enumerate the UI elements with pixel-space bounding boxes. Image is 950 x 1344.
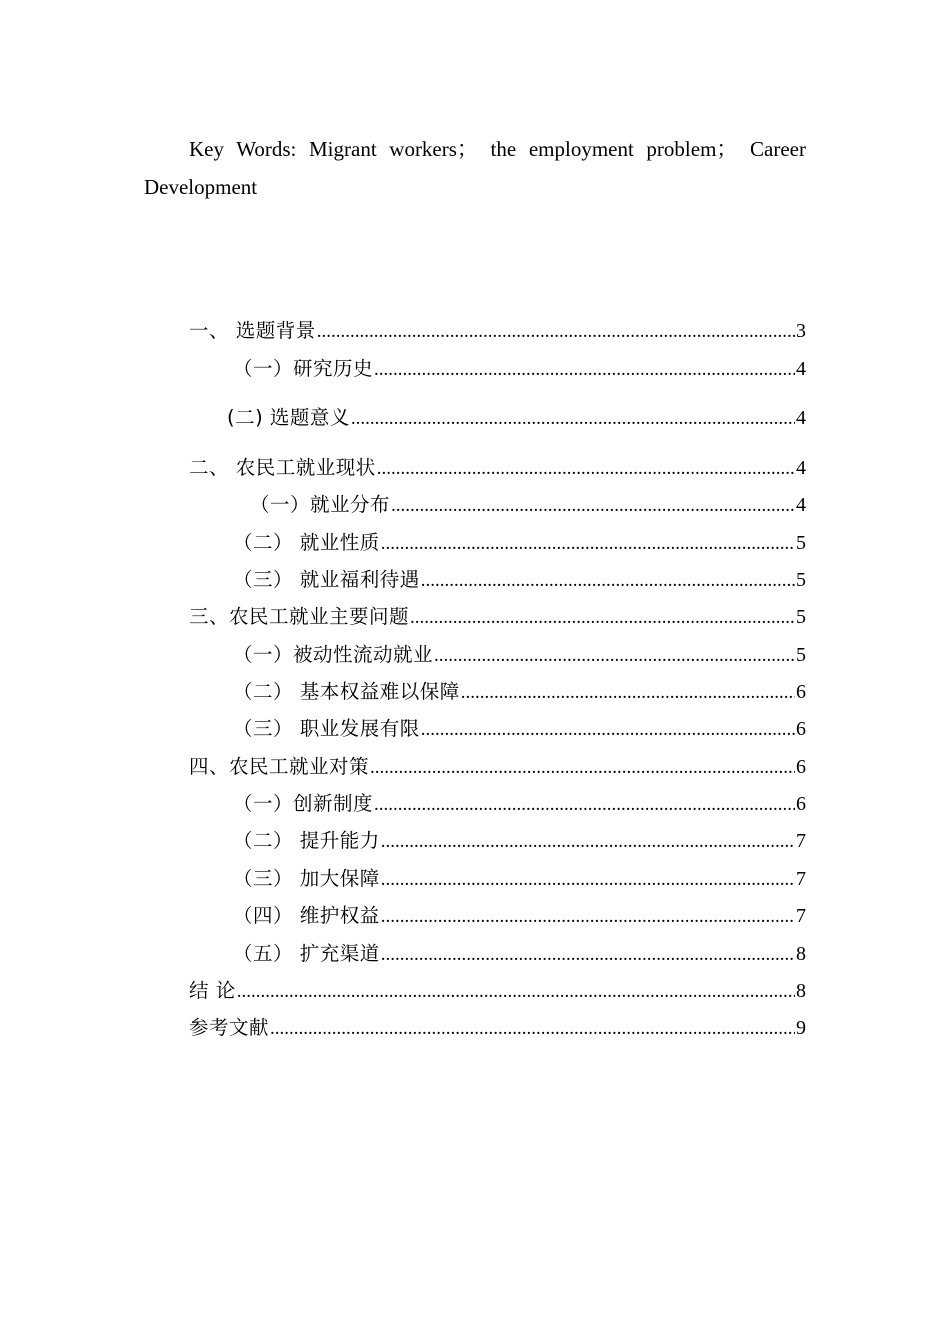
toc-entry-3[interactable] bbox=[189, 604, 806, 630]
toc-page-number: 8 bbox=[796, 943, 806, 965]
toc-dot-leader bbox=[410, 605, 795, 631]
toc-page-number: 3 bbox=[796, 320, 806, 342]
toc-entry-1-1[interactable] bbox=[233, 356, 806, 382]
toc-page-number: 4 bbox=[796, 407, 806, 429]
toc-page-number: 6 bbox=[796, 793, 806, 815]
toc-entry-4-3[interactable] bbox=[233, 866, 806, 892]
toc-page-number: 4 bbox=[796, 494, 806, 516]
toc-page-number: 9 bbox=[796, 1017, 806, 1039]
toc-entry-2-1[interactable] bbox=[250, 492, 806, 518]
toc-page-number: 6 bbox=[796, 681, 806, 703]
toc-entry-4-5[interactable] bbox=[233, 941, 806, 967]
toc-entry-label: （一）创新制度 bbox=[233, 792, 374, 815]
toc-entry-2-3[interactable] bbox=[233, 567, 806, 593]
toc-dot-leader bbox=[421, 568, 795, 594]
toc-entry-label: （二） 提升能力 bbox=[233, 829, 380, 852]
toc-entry-1-2[interactable] bbox=[227, 405, 806, 431]
toc-entry-1[interactable] bbox=[189, 318, 806, 344]
toc-entry-3-2[interactable] bbox=[233, 679, 806, 705]
toc-dot-leader bbox=[381, 867, 795, 893]
toc-entry-label: （四） 维护权益 bbox=[233, 904, 380, 927]
toc-entry-4-1[interactable] bbox=[233, 791, 806, 817]
toc-page-number: 5 bbox=[796, 532, 806, 554]
keywords-paragraph bbox=[144, 130, 806, 206]
toc-entry-label: （三） 加大保障 bbox=[233, 867, 380, 890]
toc-entry-label: 一、 选题背景 bbox=[189, 319, 316, 342]
toc-dot-leader bbox=[237, 979, 795, 1005]
toc-entry-label: （一）研究历史 bbox=[233, 357, 374, 380]
toc-page-number: 7 bbox=[796, 905, 806, 927]
toc-page-number: 5 bbox=[796, 606, 806, 628]
toc-entry-label: （一）被动性流动就业 bbox=[233, 643, 434, 666]
toc-entry-label: （二） 就业性质 bbox=[233, 531, 380, 554]
toc-dot-leader bbox=[381, 531, 795, 557]
toc-entry-label: 结 论 bbox=[189, 979, 236, 1002]
toc-entry-label: （一）就业分布 bbox=[250, 493, 391, 516]
toc-dot-leader bbox=[391, 493, 795, 519]
keywords-line-1: Key Words: Migrant workers； the employment problem； Career bbox=[189, 137, 806, 161]
toc-dot-leader bbox=[374, 357, 795, 383]
toc-dot-leader bbox=[461, 680, 795, 706]
toc-page-number: 7 bbox=[796, 830, 806, 852]
toc-page-number: 5 bbox=[796, 644, 806, 666]
toc-entry-label: 二、 农民工就业现状 bbox=[189, 456, 376, 479]
toc-entry-4-4[interactable] bbox=[233, 903, 806, 929]
toc-page-number: 7 bbox=[796, 868, 806, 890]
toc-entry-label: （二） 基本权益难以保障 bbox=[233, 680, 460, 703]
toc-entry-label: 三、农民工就业主要问题 bbox=[189, 605, 410, 628]
toc-entry-conclusion[interactable] bbox=[189, 978, 806, 1004]
toc-entry-4-2[interactable] bbox=[233, 828, 806, 854]
toc-entry-3-1[interactable] bbox=[233, 642, 806, 668]
toc-dot-leader bbox=[270, 1016, 795, 1042]
toc-entry-label: 四、农民工就业对策 bbox=[189, 755, 370, 778]
keywords-line-2: Development bbox=[144, 175, 258, 199]
toc-page-number: 5 bbox=[796, 569, 806, 591]
toc-entry-2[interactable] bbox=[189, 455, 806, 481]
toc-dot-leader bbox=[317, 319, 795, 345]
toc-entry-references[interactable] bbox=[189, 1015, 806, 1041]
toc-dot-leader bbox=[434, 643, 795, 669]
toc-dot-leader bbox=[377, 456, 795, 482]
toc-page-number: 6 bbox=[796, 756, 806, 778]
toc-dot-leader bbox=[421, 717, 795, 743]
toc-dot-leader bbox=[381, 904, 795, 930]
toc-entry-label: 参考文献 bbox=[189, 1016, 270, 1039]
toc-page-number: 8 bbox=[796, 980, 806, 1002]
toc-entry-label: （三） 就业福利待遇 bbox=[233, 568, 420, 591]
toc-page-number: 4 bbox=[796, 358, 806, 380]
toc-entry-2-2[interactable] bbox=[233, 530, 806, 556]
toc-dot-leader bbox=[381, 829, 795, 855]
toc-entry-3-3[interactable] bbox=[233, 716, 806, 742]
toc-dot-leader bbox=[374, 792, 795, 818]
toc-page-number: 4 bbox=[796, 457, 806, 479]
toc-entry-label: （五） 扩充渠道 bbox=[233, 942, 380, 965]
toc-entry-4[interactable] bbox=[189, 754, 806, 780]
toc-entry-label: （三） 职业发展有限 bbox=[233, 717, 420, 740]
toc-dot-leader bbox=[381, 942, 795, 968]
toc-dot-leader bbox=[351, 406, 795, 432]
toc-page-number: 6 bbox=[796, 718, 806, 740]
toc-entry-label: (二) 选题意义 bbox=[227, 406, 350, 429]
toc-dot-leader bbox=[370, 755, 795, 781]
